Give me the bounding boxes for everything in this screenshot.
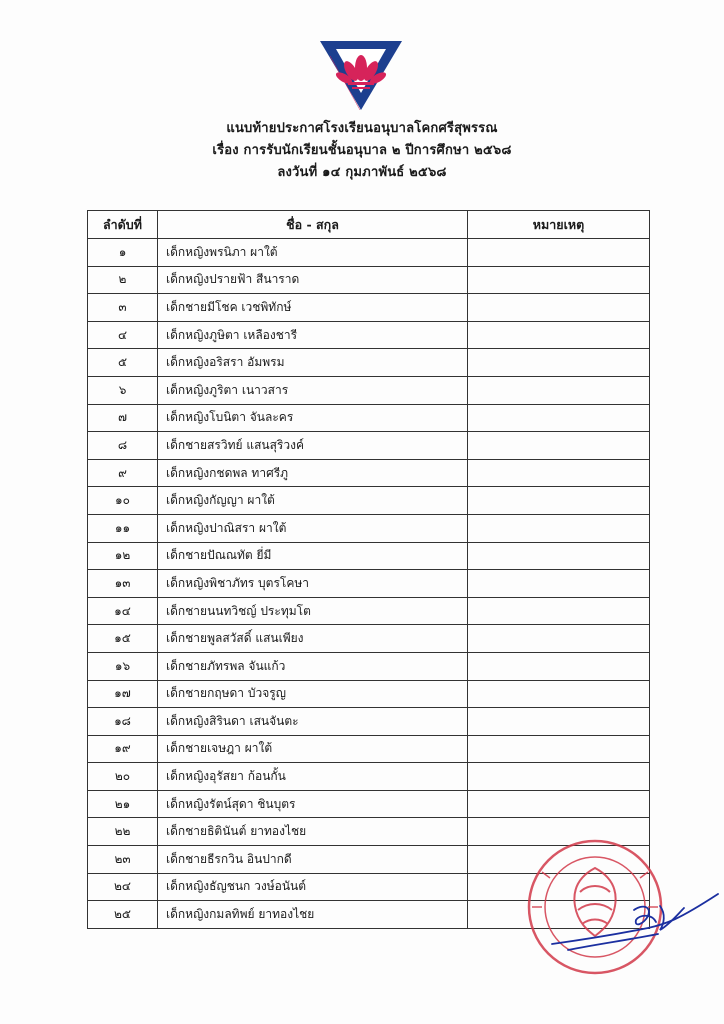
table-row bbox=[88, 321, 650, 349]
row-number: ๕ bbox=[88, 349, 158, 377]
row-number: ๒๔ bbox=[88, 873, 158, 901]
row-note bbox=[468, 487, 650, 515]
row-number: ๑๙ bbox=[88, 735, 158, 763]
row-number: ๒๒ bbox=[88, 818, 158, 846]
student-name: เด็กหญิงสิรินดา เสนจันตะ bbox=[158, 708, 468, 736]
row-number: ๗ bbox=[88, 404, 158, 432]
row-number: ๒๐ bbox=[88, 763, 158, 791]
student-name: เด็กหญิงกมลทิพย์ ยาทองไชย bbox=[158, 901, 468, 929]
row-note bbox=[468, 597, 650, 625]
row-number: ๙ bbox=[88, 459, 158, 487]
table-row bbox=[88, 349, 650, 377]
table-row bbox=[88, 570, 650, 598]
student-name: เด็กชายธีรกวิน อินปากดี bbox=[158, 846, 468, 874]
student-name: เด็กชายสรวิทย์ แสนสุริวงค์ bbox=[158, 432, 468, 460]
student-name: เด็กชายกฤษดา บัวจรูญ bbox=[158, 680, 468, 708]
student-name: เด็กหญิงกัญญา ผาใต้ bbox=[158, 487, 468, 515]
row-number: ๘ bbox=[88, 432, 158, 460]
row-note bbox=[468, 570, 650, 598]
row-number: ๑ bbox=[88, 239, 158, 267]
student-name: เด็กชายมีโชค เวชพิทักษ์ bbox=[158, 294, 468, 322]
student-name: เด็กหญิงอริสรา อัมพรม bbox=[158, 349, 468, 377]
row-note bbox=[468, 680, 650, 708]
row-note bbox=[468, 266, 650, 294]
handwritten-signature-icon bbox=[548, 884, 724, 964]
row-note bbox=[468, 763, 650, 791]
row-note bbox=[468, 459, 650, 487]
student-name: เด็กหญิงปรายฟ้า สีนาราด bbox=[158, 266, 468, 294]
row-number: ๑๐ bbox=[88, 487, 158, 515]
student-name: เด็กชายพูลสวัสดิ์ แสนเพียง bbox=[158, 625, 468, 653]
row-number: ๑๗ bbox=[88, 680, 158, 708]
column-header-number: ลำดับที่ bbox=[88, 211, 158, 239]
row-number: ๒๑ bbox=[88, 790, 158, 818]
row-note bbox=[468, 239, 650, 267]
student-name: เด็กหญิงภูษิตา เหลืองชารี bbox=[158, 321, 468, 349]
table-row bbox=[88, 708, 650, 736]
student-name: เด็กหญิงพิชาภัทร บุตรโคษา bbox=[158, 570, 468, 598]
student-name: เด็กชายนนทวิชญ์ ประทุมโต bbox=[158, 597, 468, 625]
table-row bbox=[88, 266, 650, 294]
column-header-note: หมายเหตุ bbox=[468, 211, 650, 239]
row-number: ๖ bbox=[88, 376, 158, 404]
column-header-name: ชื่อ - สกุล bbox=[158, 211, 468, 239]
row-note bbox=[468, 625, 650, 653]
student-list-table-wrapper bbox=[87, 210, 649, 929]
table-row bbox=[88, 735, 650, 763]
announcement-title: แนบท้ายประกาศโรงเรียนอนุบาลโคกศรีสุพรรณ bbox=[226, 121, 498, 136]
row-number: ๔ bbox=[88, 321, 158, 349]
student-name: เด็กหญิงกชดพล ทาศรีภู bbox=[158, 459, 468, 487]
row-number: ๑๒ bbox=[88, 542, 158, 570]
school-logo-icon bbox=[316, 38, 406, 118]
row-number: ๑๓ bbox=[88, 570, 158, 598]
row-note bbox=[468, 652, 650, 680]
table-row bbox=[88, 239, 650, 267]
table-row bbox=[88, 763, 650, 791]
row-note bbox=[468, 294, 650, 322]
table-row bbox=[88, 680, 650, 708]
row-note bbox=[468, 514, 650, 542]
student-name: เด็กหญิงโบนิตา จันละคร bbox=[158, 404, 468, 432]
row-number: ๒ bbox=[88, 266, 158, 294]
announcement-subject: เรื่อง การรับนักเรียนชั้นอนุบาล ๒ ปีการศึกษา ๒๕๖๘ bbox=[212, 143, 512, 158]
table-row bbox=[88, 376, 650, 404]
student-name: เด็กหญิงปาณิสรา ผาใต้ bbox=[158, 514, 468, 542]
table-row bbox=[88, 294, 650, 322]
student-name: เด็กชายภัทรพล จันแก้ว bbox=[158, 652, 468, 680]
table-row bbox=[88, 625, 650, 653]
student-name: เด็กชายธิตินันต์ ยาทองไชย bbox=[158, 818, 468, 846]
table-row bbox=[88, 542, 650, 570]
student-name: เด็กหญิงพรนิภา ผาใต้ bbox=[158, 239, 468, 267]
row-number: ๓ bbox=[88, 294, 158, 322]
row-note bbox=[468, 321, 650, 349]
row-note bbox=[468, 708, 650, 736]
table-row bbox=[88, 487, 650, 515]
row-number: ๑๖ bbox=[88, 652, 158, 680]
row-note bbox=[468, 376, 650, 404]
student-name: เด็กหญิงภูริตา เนาวสาร bbox=[158, 376, 468, 404]
row-note bbox=[468, 790, 650, 818]
row-note bbox=[468, 432, 650, 460]
row-note bbox=[468, 735, 650, 763]
student-name: เด็กหญิงอุรัสยา ก้อนกั้น bbox=[158, 763, 468, 791]
row-number: ๑๕ bbox=[88, 625, 158, 653]
student-list-table bbox=[87, 210, 650, 929]
row-number: ๑๑ bbox=[88, 514, 158, 542]
row-number: ๑๘ bbox=[88, 708, 158, 736]
row-note bbox=[468, 404, 650, 432]
row-number: ๑๔ bbox=[88, 597, 158, 625]
table-row bbox=[88, 404, 650, 432]
row-number: ๒๓ bbox=[88, 846, 158, 874]
table-row bbox=[88, 652, 650, 680]
student-name: เด็กชายเจษฎา ผาใต้ bbox=[158, 735, 468, 763]
student-name: เด็กหญิงรัตน์สุดา ชินบุตร bbox=[158, 790, 468, 818]
student-name: เด็กหญิงธัญชนก วงษ์อนันต์ bbox=[158, 873, 468, 901]
table-row bbox=[88, 597, 650, 625]
row-note bbox=[468, 542, 650, 570]
table-row bbox=[88, 459, 650, 487]
row-number: ๒๕ bbox=[88, 901, 158, 929]
student-name: เด็กชายปัณณทัต ยี่มี bbox=[158, 542, 468, 570]
row-note bbox=[468, 349, 650, 377]
table-header-row bbox=[88, 211, 650, 239]
announcement-date: ลงวันที่ ๑๔ กุมภาพันธ์ ๒๕๖๘ bbox=[277, 165, 447, 180]
table-row bbox=[88, 790, 650, 818]
table-row bbox=[88, 432, 650, 460]
table-row bbox=[88, 514, 650, 542]
document-header bbox=[0, 118, 724, 184]
